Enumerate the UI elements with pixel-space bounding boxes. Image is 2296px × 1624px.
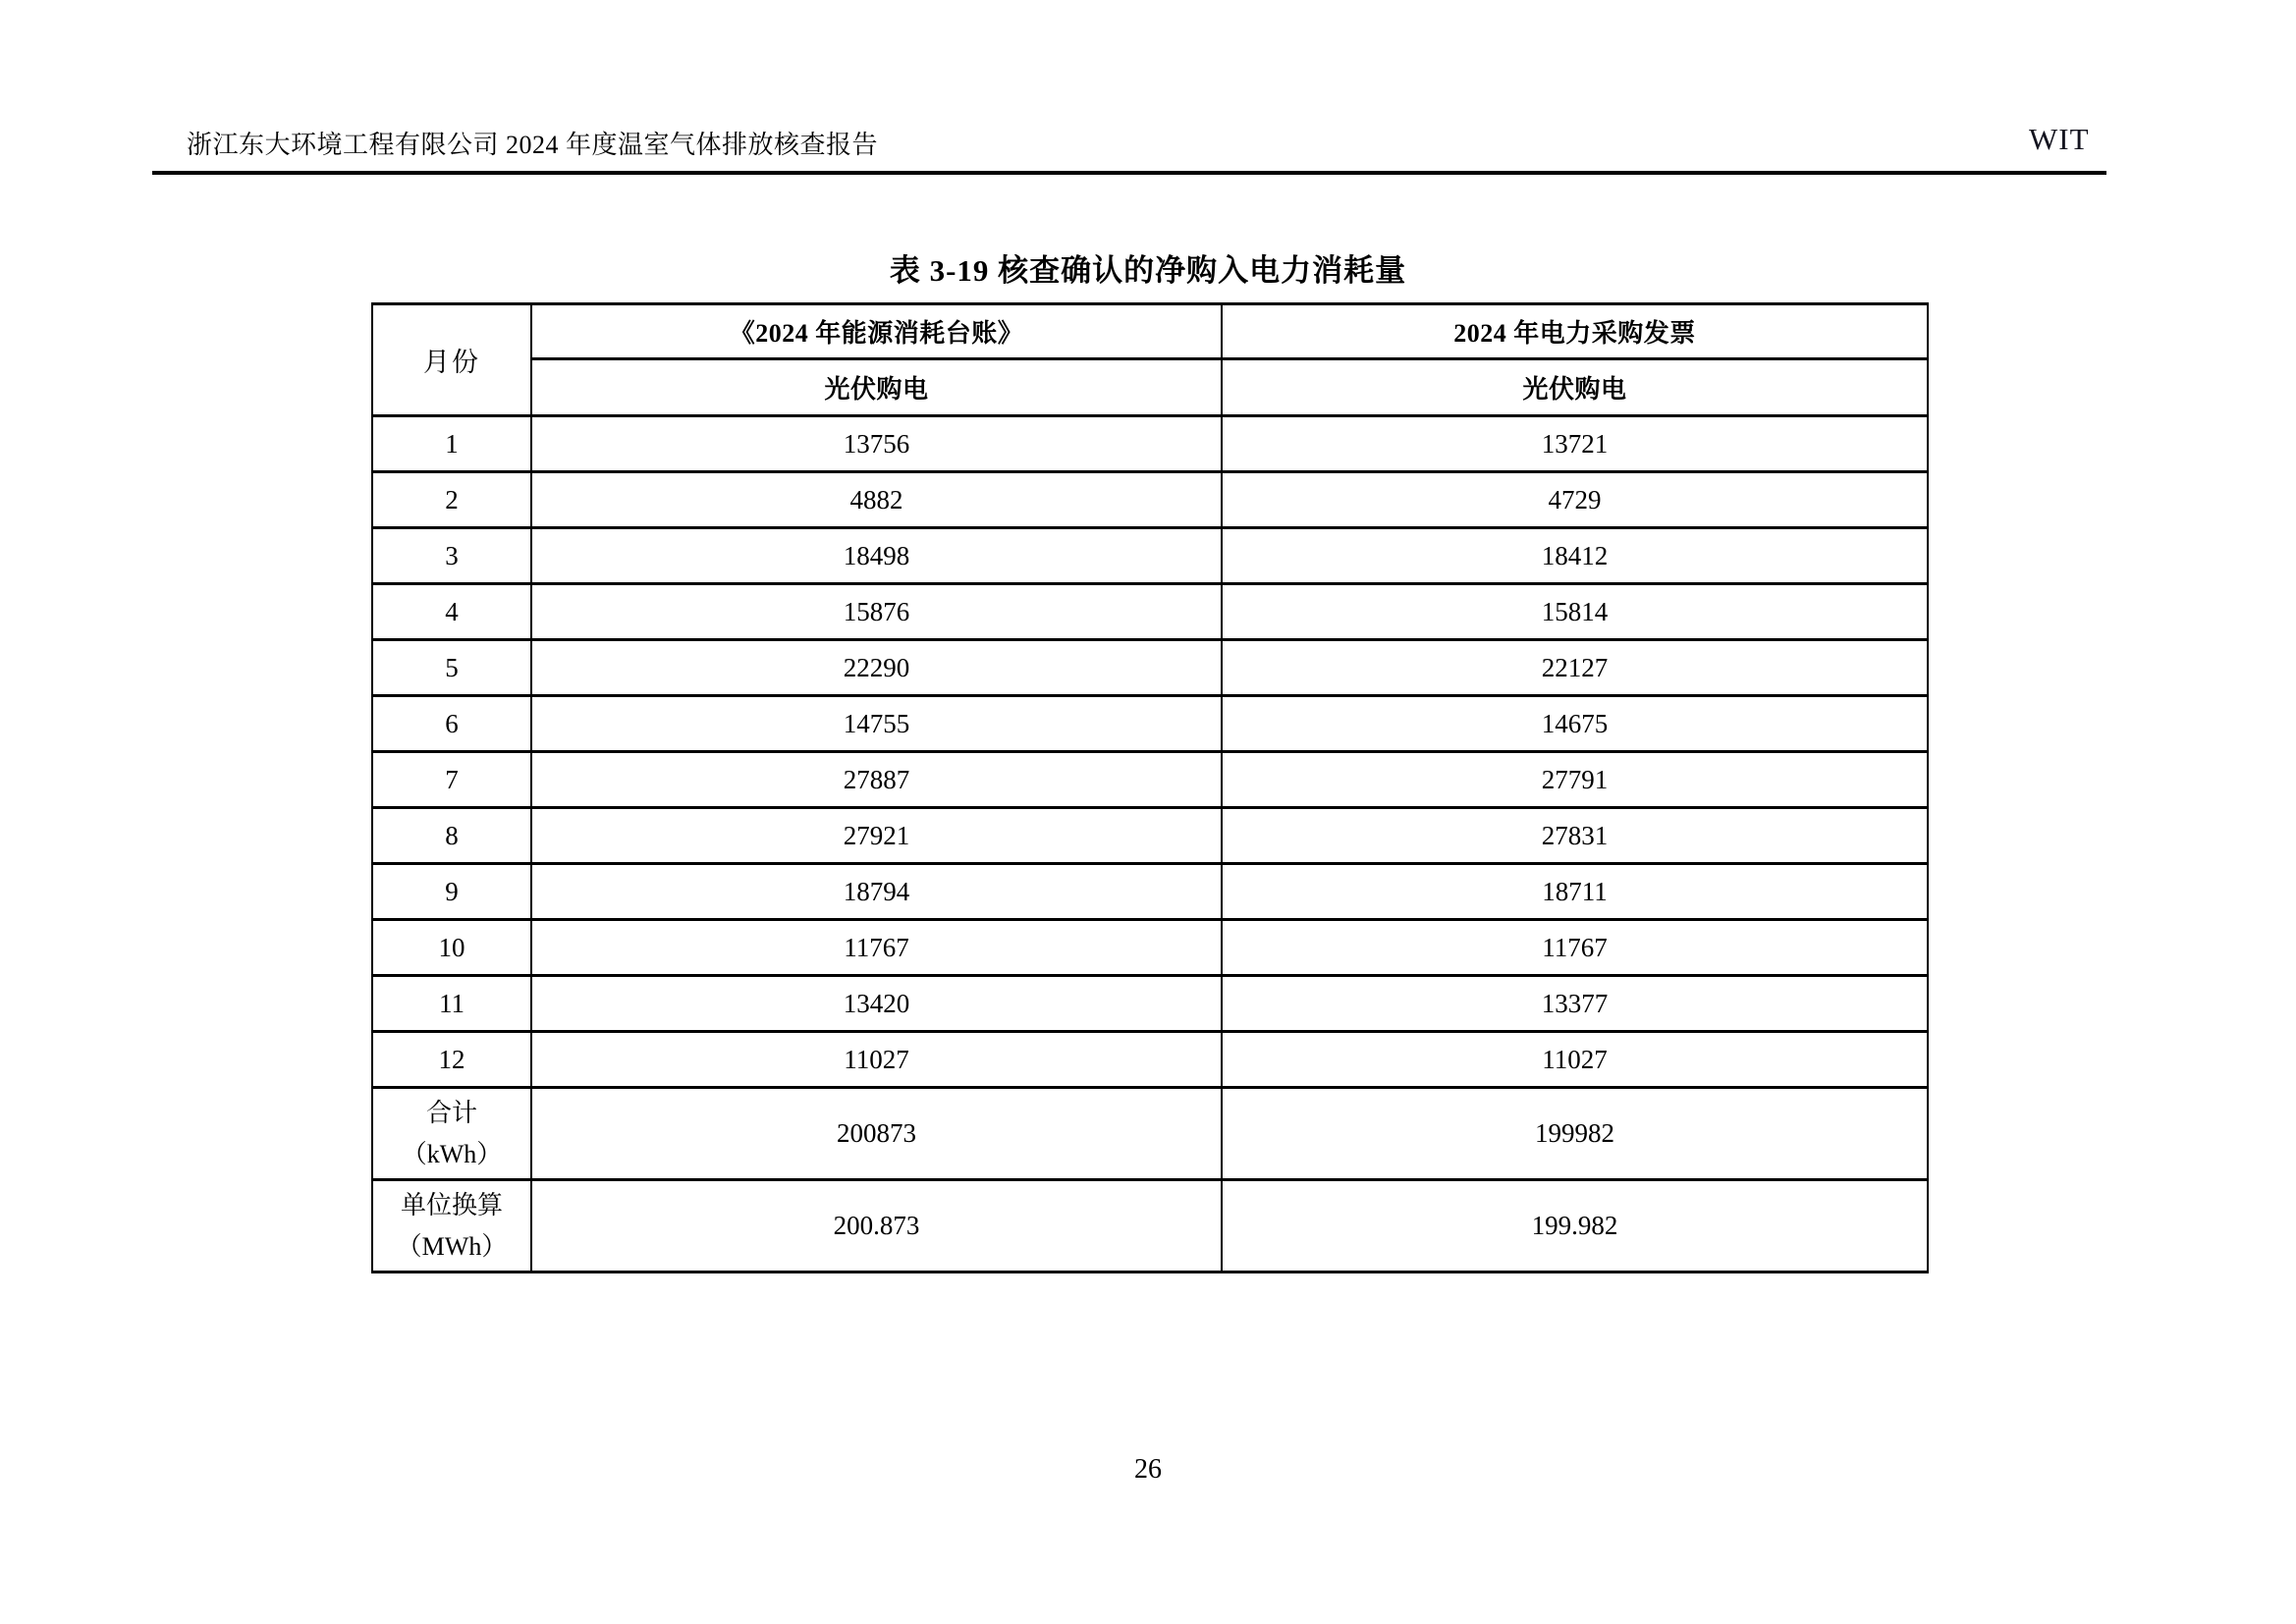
total-label-line2: （kWh） bbox=[401, 1139, 503, 1168]
ledger-value-cell: 18498 bbox=[531, 528, 1222, 584]
conversion-label-line2: （MWh） bbox=[396, 1231, 508, 1261]
table-row bbox=[372, 1032, 1928, 1088]
conversion-label-cell bbox=[372, 1180, 531, 1272]
page-number: 26 bbox=[1134, 1454, 1162, 1485]
invoice-value-cell: 18412 bbox=[1222, 528, 1928, 584]
total-row bbox=[372, 1088, 1928, 1180]
ledger-value-cell: 13756 bbox=[531, 416, 1222, 472]
ledger-value-cell: 4882 bbox=[531, 472, 1222, 528]
table-row bbox=[372, 920, 1928, 976]
ledger-value-cell: 13420 bbox=[531, 976, 1222, 1032]
month-cell: 5 bbox=[372, 640, 531, 696]
month-cell: 3 bbox=[372, 528, 531, 584]
conversion-label-line1: 单位换算 bbox=[400, 1190, 503, 1219]
month-cell: 8 bbox=[372, 808, 531, 864]
table-row bbox=[372, 472, 1928, 528]
invoice-group-header: 2024 年电力采购发票 bbox=[1222, 304, 1928, 359]
table-header-row-1 bbox=[372, 304, 1928, 359]
invoice-value-cell: 13377 bbox=[1222, 976, 1928, 1032]
invoice-value-cell: 15814 bbox=[1222, 584, 1928, 640]
total-ledger-value: 200873 bbox=[531, 1088, 1222, 1180]
total-label-cell bbox=[372, 1088, 531, 1180]
ledger-value-cell: 18794 bbox=[531, 864, 1222, 920]
total-label-line1: 合计 bbox=[425, 1098, 477, 1127]
table-row bbox=[372, 584, 1928, 640]
ledger-value-cell: 15876 bbox=[531, 584, 1222, 640]
invoice-value-cell: 27791 bbox=[1222, 752, 1928, 808]
invoice-value-cell: 11027 bbox=[1222, 1032, 1928, 1088]
invoice-value-cell: 27831 bbox=[1222, 808, 1928, 864]
table-row bbox=[372, 752, 1928, 808]
invoice-sub-header: 光伏购电 bbox=[1222, 359, 1928, 416]
net-purchased-electricity-table bbox=[371, 302, 1929, 1273]
invoice-value-cell: 22127 bbox=[1222, 640, 1928, 696]
table-header-row-2 bbox=[372, 359, 1928, 416]
total-invoice-value: 199982 bbox=[1222, 1088, 1928, 1180]
month-cell: 4 bbox=[372, 584, 531, 640]
ledger-group-header: 《2024 年能源消耗台账》 bbox=[531, 304, 1222, 359]
conversion-invoice-value: 199.982 bbox=[1222, 1180, 1928, 1272]
ledger-value-cell: 27921 bbox=[531, 808, 1222, 864]
invoice-value-cell: 11767 bbox=[1222, 920, 1928, 976]
invoice-value-cell: 14675 bbox=[1222, 696, 1928, 752]
ledger-value-cell: 22290 bbox=[531, 640, 1222, 696]
ledger-sub-header: 光伏购电 bbox=[531, 359, 1222, 416]
header-divider-line bbox=[152, 171, 2106, 175]
ledger-value-cell: 27887 bbox=[531, 752, 1222, 808]
month-cell: 11 bbox=[372, 976, 531, 1032]
table-row bbox=[372, 808, 1928, 864]
invoice-value-cell: 13721 bbox=[1222, 416, 1928, 472]
month-cell: 12 bbox=[372, 1032, 531, 1088]
ledger-value-cell: 11767 bbox=[531, 920, 1222, 976]
invoice-value-cell: 18711 bbox=[1222, 864, 1928, 920]
month-cell: 10 bbox=[372, 920, 531, 976]
table-row bbox=[372, 528, 1928, 584]
unit-conversion-row bbox=[372, 1180, 1928, 1272]
table-row bbox=[372, 696, 1928, 752]
table-row bbox=[372, 640, 1928, 696]
month-cell: 7 bbox=[372, 752, 531, 808]
table-row bbox=[372, 864, 1928, 920]
header-wit-mark: WIT bbox=[2029, 122, 2090, 156]
table-title: 表 3-19 核查确认的净购入电力消耗量 bbox=[889, 253, 1407, 288]
ledger-value-cell: 11027 bbox=[531, 1032, 1222, 1088]
table-row bbox=[372, 416, 1928, 472]
month-cell: 6 bbox=[372, 696, 531, 752]
month-column-header: 月份 bbox=[372, 304, 531, 416]
document-header-title: 浙江东大环境工程有限公司 2024 年度温室气体排放核查报告 bbox=[187, 131, 879, 159]
ledger-value-cell: 14755 bbox=[531, 696, 1222, 752]
invoice-value-cell: 4729 bbox=[1222, 472, 1928, 528]
conversion-ledger-value: 200.873 bbox=[531, 1180, 1222, 1272]
month-cell: 9 bbox=[372, 864, 531, 920]
table-row bbox=[372, 976, 1928, 1032]
month-cell: 2 bbox=[372, 472, 531, 528]
month-cell: 1 bbox=[372, 416, 531, 472]
